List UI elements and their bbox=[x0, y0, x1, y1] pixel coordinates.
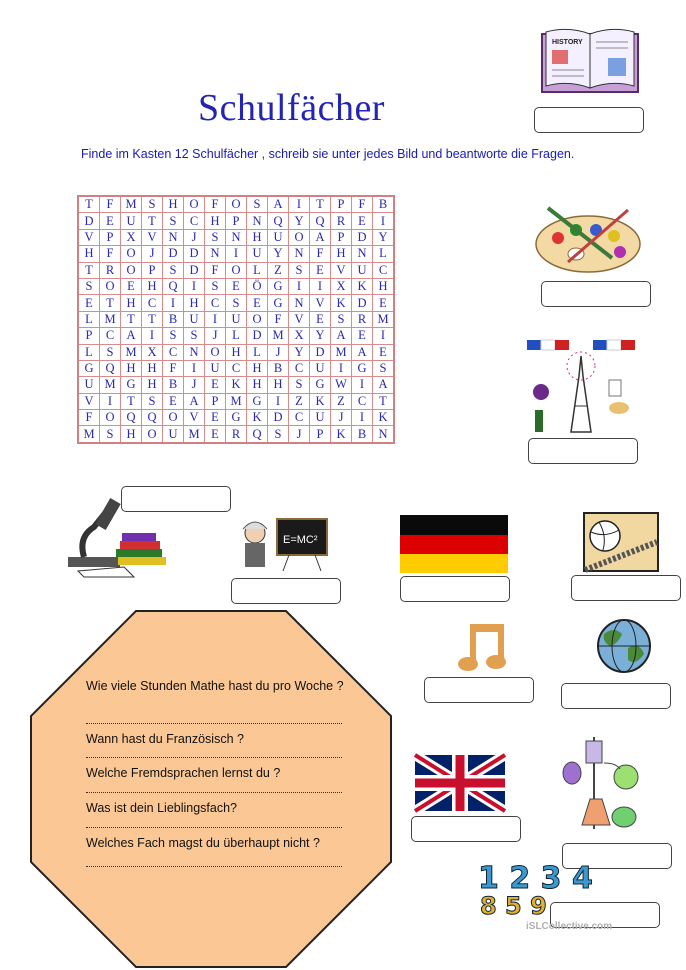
grid-cell[interactable]: V bbox=[78, 229, 100, 245]
grid-cell[interactable]: A bbox=[331, 328, 352, 344]
grid-cell[interactable]: L bbox=[247, 344, 268, 360]
grid-cell[interactable]: I bbox=[142, 328, 163, 344]
grid-cell[interactable]: R bbox=[226, 426, 247, 443]
grid-cell[interactable]: X bbox=[121, 229, 142, 245]
grid-cell[interactable]: S bbox=[268, 426, 289, 443]
question-4: Was ist dein Lieblingsfach? bbox=[86, 801, 238, 815]
grid-cell[interactable]: I bbox=[289, 278, 310, 294]
grid-cell[interactable]: O bbox=[289, 229, 310, 245]
grid-cell[interactable]: L bbox=[226, 328, 247, 344]
grid-cell[interactable]: S bbox=[100, 426, 121, 443]
grid-cell[interactable]: C bbox=[226, 360, 247, 376]
grid-cell[interactable]: S bbox=[78, 278, 100, 294]
physics-einstein-picture bbox=[239, 515, 331, 573]
grid-cell[interactable]: H bbox=[247, 229, 268, 245]
grid-cell[interactable]: V bbox=[331, 262, 352, 278]
microscope-picture bbox=[64, 497, 170, 579]
grid-cell[interactable]: O bbox=[184, 196, 205, 213]
grid-cell[interactable]: M bbox=[373, 311, 395, 327]
grid-cell[interactable]: E bbox=[100, 213, 121, 229]
grid-cell[interactable]: I bbox=[289, 196, 310, 213]
grid-cell[interactable]: M bbox=[100, 311, 121, 327]
grid-cell[interactable]: Y bbox=[373, 229, 395, 245]
answer-line-5[interactable] bbox=[86, 866, 342, 867]
grid-cell[interactable]: I bbox=[226, 246, 247, 262]
grid-row bbox=[78, 213, 394, 229]
grid-cell[interactable]: C bbox=[289, 410, 310, 426]
grid-cell[interactable]: Z bbox=[331, 393, 352, 409]
question-1: Wie viele Stunden Mathe hast du pro Woche ? bbox=[86, 679, 344, 693]
grid-cell[interactable]: H bbox=[331, 246, 352, 262]
france-picture bbox=[527, 336, 637, 434]
grid-cell[interactable]: S bbox=[373, 360, 395, 376]
grid-cell[interactable]: Y bbox=[268, 246, 289, 262]
grid-cell[interactable]: C bbox=[373, 262, 395, 278]
answer-box-german[interactable] bbox=[400, 576, 510, 602]
grid-cell[interactable]: P bbox=[226, 213, 247, 229]
grid-cell[interactable]: L bbox=[373, 246, 395, 262]
grid-cell[interactable]: N bbox=[226, 229, 247, 245]
grid-cell[interactable]: T bbox=[121, 311, 142, 327]
grid-cell[interactable]: U bbox=[310, 360, 331, 376]
question-2: Wann hast du Französisch ? bbox=[86, 732, 244, 746]
grid-cell[interactable]: O bbox=[121, 246, 142, 262]
grid-cell[interactable]: Q bbox=[268, 213, 289, 229]
geography-globe-picture bbox=[590, 618, 658, 674]
grid-cell[interactable]: Y bbox=[310, 328, 331, 344]
grid-cell[interactable]: I bbox=[352, 377, 373, 393]
grid-cell[interactable]: D bbox=[78, 213, 100, 229]
grid-cell[interactable]: F bbox=[205, 196, 226, 213]
grid-cell[interactable]: H bbox=[78, 246, 100, 262]
grid-cell[interactable]: D bbox=[163, 246, 184, 262]
grid-cell[interactable]: V bbox=[289, 311, 310, 327]
art-palette-picture bbox=[528, 200, 646, 276]
grid-cell[interactable]: Y bbox=[289, 213, 310, 229]
word-search-grid bbox=[77, 195, 395, 444]
grid-cell[interactable]: N bbox=[247, 213, 268, 229]
grid-cell[interactable]: I bbox=[100, 393, 121, 409]
grid-cell[interactable]: U bbox=[352, 262, 373, 278]
grid-cell[interactable]: U bbox=[247, 246, 268, 262]
grid-cell[interactable]: N bbox=[352, 246, 373, 262]
sport-volleyball-picture bbox=[583, 512, 659, 572]
grid-cell[interactable]: B bbox=[163, 377, 184, 393]
grid-cell[interactable]: H bbox=[142, 360, 163, 376]
answer-box-geography[interactable] bbox=[561, 683, 671, 709]
grid-cell[interactable]: U bbox=[310, 410, 331, 426]
grid-cell[interactable]: L bbox=[247, 262, 268, 278]
grid-cell[interactable]: E bbox=[205, 426, 226, 443]
grid-cell[interactable]: E bbox=[373, 344, 395, 360]
grid-cell[interactable]: O bbox=[226, 262, 247, 278]
grid-row bbox=[78, 295, 394, 311]
grid-cell[interactable]: V bbox=[78, 393, 100, 409]
grid-cell[interactable]: G bbox=[352, 360, 373, 376]
grid-cell[interactable]: Q bbox=[142, 410, 163, 426]
grid-cell[interactable]: M bbox=[100, 377, 121, 393]
answer-box-sport[interactable] bbox=[571, 575, 681, 601]
grid-cell[interactable]: P bbox=[142, 262, 163, 278]
grid-cell[interactable]: F bbox=[100, 196, 121, 213]
grid-cell[interactable]: D bbox=[352, 295, 373, 311]
grid-cell[interactable]: T bbox=[100, 295, 121, 311]
grid-cell[interactable]: S bbox=[184, 328, 205, 344]
grid-cell[interactable]: L bbox=[78, 311, 100, 327]
answer-box-history[interactable] bbox=[534, 107, 644, 133]
grid-cell[interactable]: S bbox=[142, 393, 163, 409]
grid-row bbox=[78, 410, 394, 426]
grid-cell[interactable]: H bbox=[247, 360, 268, 376]
grid-cell[interactable]: S bbox=[142, 196, 163, 213]
grid-cell[interactable]: G bbox=[310, 377, 331, 393]
grid-cell[interactable]: E bbox=[352, 213, 373, 229]
grid-cell[interactable]: U bbox=[121, 213, 142, 229]
grid-cell[interactable]: I bbox=[268, 393, 289, 409]
grid-cell[interactable]: O bbox=[226, 196, 247, 213]
grid-cell[interactable]: W bbox=[331, 377, 352, 393]
grid-cell[interactable]: O bbox=[247, 311, 268, 327]
grid-cell[interactable]: K bbox=[226, 377, 247, 393]
question-3: Welche Fremdsprachen lernst du ? bbox=[86, 766, 281, 780]
book-label: HISTORY bbox=[552, 39, 583, 46]
british-flag-picture bbox=[415, 755, 505, 811]
grid-cell[interactable]: M bbox=[331, 344, 352, 360]
grid-cell[interactable]: O bbox=[121, 262, 142, 278]
grid-cell[interactable]: T bbox=[310, 196, 331, 213]
grid-cell[interactable]: S bbox=[289, 377, 310, 393]
grid-cell[interactable]: L bbox=[78, 344, 100, 360]
grid-cell[interactable]: I bbox=[184, 360, 205, 376]
grid-row bbox=[78, 360, 394, 376]
grid-cell[interactable]: H bbox=[226, 344, 247, 360]
grid-cell[interactable]: H bbox=[247, 377, 268, 393]
music-note-picture bbox=[458, 620, 506, 672]
grid-cell[interactable]: T bbox=[78, 196, 100, 213]
grid-cell[interactable]: N bbox=[184, 344, 205, 360]
grid-cell[interactable]: G bbox=[226, 410, 247, 426]
grid-cell[interactable]: I bbox=[205, 311, 226, 327]
grid-row bbox=[78, 344, 394, 360]
grid-cell[interactable]: J bbox=[268, 344, 289, 360]
grid-cell[interactable]: R bbox=[331, 213, 352, 229]
grid-cell[interactable]: H bbox=[121, 295, 142, 311]
math-numbers-picture bbox=[474, 852, 593, 920]
grid-row bbox=[78, 393, 394, 409]
grid-cell[interactable]: F bbox=[78, 410, 100, 426]
grid-cell[interactable]: J bbox=[205, 328, 226, 344]
grid-cell[interactable]: O bbox=[163, 410, 184, 426]
grid-cell[interactable]: E bbox=[121, 278, 142, 294]
grid-cell[interactable]: D bbox=[268, 410, 289, 426]
grid-cell[interactable]: A bbox=[268, 196, 289, 213]
grid-cell[interactable]: T bbox=[373, 393, 395, 409]
grid-cell[interactable]: H bbox=[184, 295, 205, 311]
grid-cell[interactable]: J bbox=[184, 229, 205, 245]
chemistry-lab-picture bbox=[560, 733, 644, 837]
grid-cell[interactable]: E bbox=[78, 295, 100, 311]
grid-cell[interactable]: Q bbox=[100, 360, 121, 376]
grid-cell[interactable]: H bbox=[268, 377, 289, 393]
grid-cell[interactable]: B bbox=[352, 426, 373, 443]
grid-cell[interactable]: T bbox=[121, 393, 142, 409]
einstein-formula: E=MC² bbox=[283, 534, 318, 546]
grid-cell[interactable]: C bbox=[184, 213, 205, 229]
grid-cell[interactable]: T bbox=[142, 213, 163, 229]
questions-octagon bbox=[30, 610, 392, 968]
grid-cell[interactable]: Ö bbox=[247, 278, 268, 294]
grid-cell[interactable]: D bbox=[184, 262, 205, 278]
grid-cell[interactable]: U bbox=[205, 360, 226, 376]
answer-box-music[interactable] bbox=[424, 677, 534, 703]
grid-cell[interactable]: S bbox=[226, 295, 247, 311]
grid-cell[interactable]: B bbox=[373, 196, 395, 213]
grid-cell[interactable]: K bbox=[310, 393, 331, 409]
grid-cell[interactable]: K bbox=[247, 410, 268, 426]
grid-cell[interactable]: J bbox=[142, 246, 163, 262]
answer-box-art[interactable] bbox=[541, 281, 651, 307]
grid-cell[interactable]: A bbox=[373, 377, 395, 393]
grid-cell[interactable]: O bbox=[100, 410, 121, 426]
german-flag-picture bbox=[400, 515, 508, 573]
grid-cell[interactable]: V bbox=[184, 410, 205, 426]
grid-cell[interactable]: J bbox=[289, 426, 310, 443]
page-title: Schulfächer bbox=[198, 87, 385, 129]
grid-cell[interactable]: N bbox=[289, 295, 310, 311]
grid-cell[interactable]: Y bbox=[289, 344, 310, 360]
grid-cell[interactable]: H bbox=[121, 360, 142, 376]
grid-cell[interactable]: E bbox=[205, 410, 226, 426]
grid-cell[interactable]: I bbox=[373, 213, 395, 229]
grid-cell[interactable]: F bbox=[205, 262, 226, 278]
grid-cell[interactable]: E bbox=[310, 262, 331, 278]
grid-cell[interactable]: F bbox=[163, 360, 184, 376]
grid-cell[interactable]: U bbox=[78, 377, 100, 393]
grid-cell[interactable]: P bbox=[205, 393, 226, 409]
grid-cell[interactable]: X bbox=[142, 344, 163, 360]
grid-cell[interactable]: G bbox=[247, 393, 268, 409]
grid-cell[interactable]: C bbox=[289, 360, 310, 376]
grid-cell[interactable]: E bbox=[226, 278, 247, 294]
grid-row bbox=[78, 426, 394, 443]
answer-box-english[interactable] bbox=[411, 816, 521, 842]
grid-cell[interactable]: I bbox=[310, 278, 331, 294]
grid-cell[interactable]: N bbox=[373, 426, 395, 443]
grid-cell[interactable]: I bbox=[331, 360, 352, 376]
grid-cell[interactable]: O bbox=[100, 278, 121, 294]
grid-cell[interactable]: G bbox=[121, 377, 142, 393]
grid-cell[interactable]: S bbox=[100, 344, 121, 360]
svg-text:8 5 9: 8 5 9 bbox=[480, 892, 547, 920]
grid-cell[interactable]: X bbox=[331, 278, 352, 294]
grid-cell[interactable]: M bbox=[78, 426, 100, 443]
grid-cell[interactable]: J bbox=[331, 410, 352, 426]
grid-cell[interactable]: S bbox=[205, 278, 226, 294]
grid-cell[interactable]: N bbox=[205, 246, 226, 262]
math-numbers-label: 1 2 3 4 bbox=[478, 861, 593, 896]
grid-cell[interactable]: O bbox=[142, 426, 163, 443]
grid-cell[interactable]: V bbox=[310, 295, 331, 311]
grid-cell[interactable]: I bbox=[352, 410, 373, 426]
grid-cell[interactable]: S bbox=[163, 262, 184, 278]
grid-cell[interactable]: O bbox=[205, 344, 226, 360]
grid-cell[interactable]: Q bbox=[247, 426, 268, 443]
question-5: Welches Fach magst du überhaupt nicht ? bbox=[86, 836, 320, 850]
grid-cell[interactable]: P bbox=[310, 426, 331, 443]
grid-cell[interactable]: B bbox=[268, 360, 289, 376]
grid-cell[interactable]: K bbox=[331, 295, 352, 311]
grid-cell[interactable]: C bbox=[100, 328, 121, 344]
grid-row bbox=[78, 311, 394, 327]
grid-cell[interactable]: E bbox=[163, 393, 184, 409]
instructions: Finde im Kasten 12 Schulfächer , schreib sie unter jedes Bild und beantworte die Fragen. bbox=[81, 147, 575, 161]
grid-cell[interactable]: A bbox=[352, 344, 373, 360]
grid-cell[interactable]: M bbox=[268, 328, 289, 344]
grid-cell[interactable]: U bbox=[163, 426, 184, 443]
grid-cell[interactable]: S bbox=[289, 262, 310, 278]
grid-cell[interactable]: R bbox=[352, 311, 373, 327]
grid-cell[interactable]: X bbox=[289, 328, 310, 344]
grid-cell[interactable]: V bbox=[142, 229, 163, 245]
grid-cell[interactable]: E bbox=[352, 328, 373, 344]
grid-cell[interactable]: H bbox=[373, 278, 395, 294]
grid-cell[interactable]: C bbox=[352, 393, 373, 409]
grid-cell[interactable]: K bbox=[373, 410, 395, 426]
grid-cell[interactable]: H bbox=[121, 426, 142, 443]
grid-cell[interactable]: U bbox=[184, 311, 205, 327]
grid-cell[interactable]: F bbox=[352, 196, 373, 213]
grid-cell[interactable]: I bbox=[163, 295, 184, 311]
answer-box-physics[interactable] bbox=[231, 578, 341, 604]
grid-cell[interactable]: T bbox=[142, 311, 163, 327]
grid-cell[interactable]: H bbox=[142, 278, 163, 294]
grid-cell[interactable]: A bbox=[121, 328, 142, 344]
answer-line-3[interactable] bbox=[86, 792, 342, 793]
grid-cell[interactable]: A bbox=[310, 229, 331, 245]
grid-cell[interactable]: C bbox=[142, 295, 163, 311]
grid-cell[interactable]: N bbox=[163, 229, 184, 245]
answer-line-1[interactable] bbox=[86, 723, 342, 724]
watermark: iSLCollective.com bbox=[526, 921, 613, 932]
grid-row bbox=[78, 196, 394, 213]
grid-cell[interactable]: H bbox=[163, 196, 184, 213]
grid-cell[interactable]: U bbox=[226, 311, 247, 327]
answer-line-4[interactable] bbox=[86, 827, 342, 828]
grid-cell[interactable]: M bbox=[226, 393, 247, 409]
grid-cell[interactable]: Q bbox=[163, 278, 184, 294]
grid-row bbox=[78, 229, 394, 245]
grid-cell[interactable]: C bbox=[205, 295, 226, 311]
grid-cell[interactable]: S bbox=[331, 311, 352, 327]
grid-cell[interactable]: Z bbox=[289, 393, 310, 409]
grid-row bbox=[78, 278, 394, 294]
grid-cell[interactable]: M bbox=[121, 196, 142, 213]
grid-cell[interactable]: E bbox=[205, 377, 226, 393]
grid-cell[interactable]: R bbox=[100, 262, 121, 278]
grid-cell[interactable]: G bbox=[268, 278, 289, 294]
grid-cell[interactable]: E bbox=[310, 311, 331, 327]
grid-cell[interactable]: J bbox=[184, 377, 205, 393]
grid-cell[interactable]: F bbox=[310, 246, 331, 262]
grid-cell[interactable]: G bbox=[268, 295, 289, 311]
answer-box-french[interactable] bbox=[528, 438, 638, 464]
grid-cell[interactable]: B bbox=[163, 311, 184, 327]
grid-cell[interactable]: Q bbox=[121, 410, 142, 426]
grid-cell[interactable]: T bbox=[78, 262, 100, 278]
grid-row bbox=[78, 377, 394, 393]
grid-cell[interactable]: G bbox=[78, 360, 100, 376]
grid-cell[interactable]: N bbox=[289, 246, 310, 262]
answer-line-2[interactable] bbox=[86, 757, 342, 758]
grid-cell[interactable]: P bbox=[78, 328, 100, 344]
grid-cell[interactable]: H bbox=[205, 213, 226, 229]
grid-cell[interactable]: M bbox=[121, 344, 142, 360]
grid-cell[interactable]: C bbox=[163, 344, 184, 360]
grid-cell[interactable]: P bbox=[331, 229, 352, 245]
grid-row bbox=[78, 246, 394, 262]
grid-cell[interactable]: Q bbox=[310, 213, 331, 229]
grid-cell[interactable]: K bbox=[331, 426, 352, 443]
grid-cell[interactable]: Z bbox=[268, 262, 289, 278]
grid-cell[interactable]: M bbox=[184, 426, 205, 443]
grid-cell[interactable]: D bbox=[247, 328, 268, 344]
history-book-picture bbox=[536, 24, 644, 98]
grid-cell[interactable]: E bbox=[247, 295, 268, 311]
grid-cell[interactable]: K bbox=[352, 278, 373, 294]
grid-cell[interactable]: P bbox=[100, 229, 121, 245]
grid-cell[interactable]: S bbox=[205, 229, 226, 245]
grid-cell[interactable]: F bbox=[268, 311, 289, 327]
grid-cell[interactable]: P bbox=[331, 196, 352, 213]
grid-cell[interactable]: S bbox=[163, 213, 184, 229]
grid-cell[interactable]: E bbox=[373, 295, 395, 311]
grid-cell[interactable]: D bbox=[310, 344, 331, 360]
grid-cell[interactable]: I bbox=[373, 328, 395, 344]
grid-cell[interactable]: F bbox=[100, 246, 121, 262]
grid-cell[interactable]: A bbox=[184, 393, 205, 409]
grid-row bbox=[78, 328, 394, 344]
grid-cell[interactable]: S bbox=[247, 196, 268, 213]
grid-cell[interactable]: H bbox=[142, 377, 163, 393]
grid-cell[interactable]: U bbox=[268, 229, 289, 245]
grid-cell[interactable]: I bbox=[184, 278, 205, 294]
grid-cell[interactable]: D bbox=[184, 246, 205, 262]
grid-row bbox=[78, 262, 394, 278]
grid-cell[interactable]: S bbox=[163, 328, 184, 344]
grid-cell[interactable]: D bbox=[352, 229, 373, 245]
